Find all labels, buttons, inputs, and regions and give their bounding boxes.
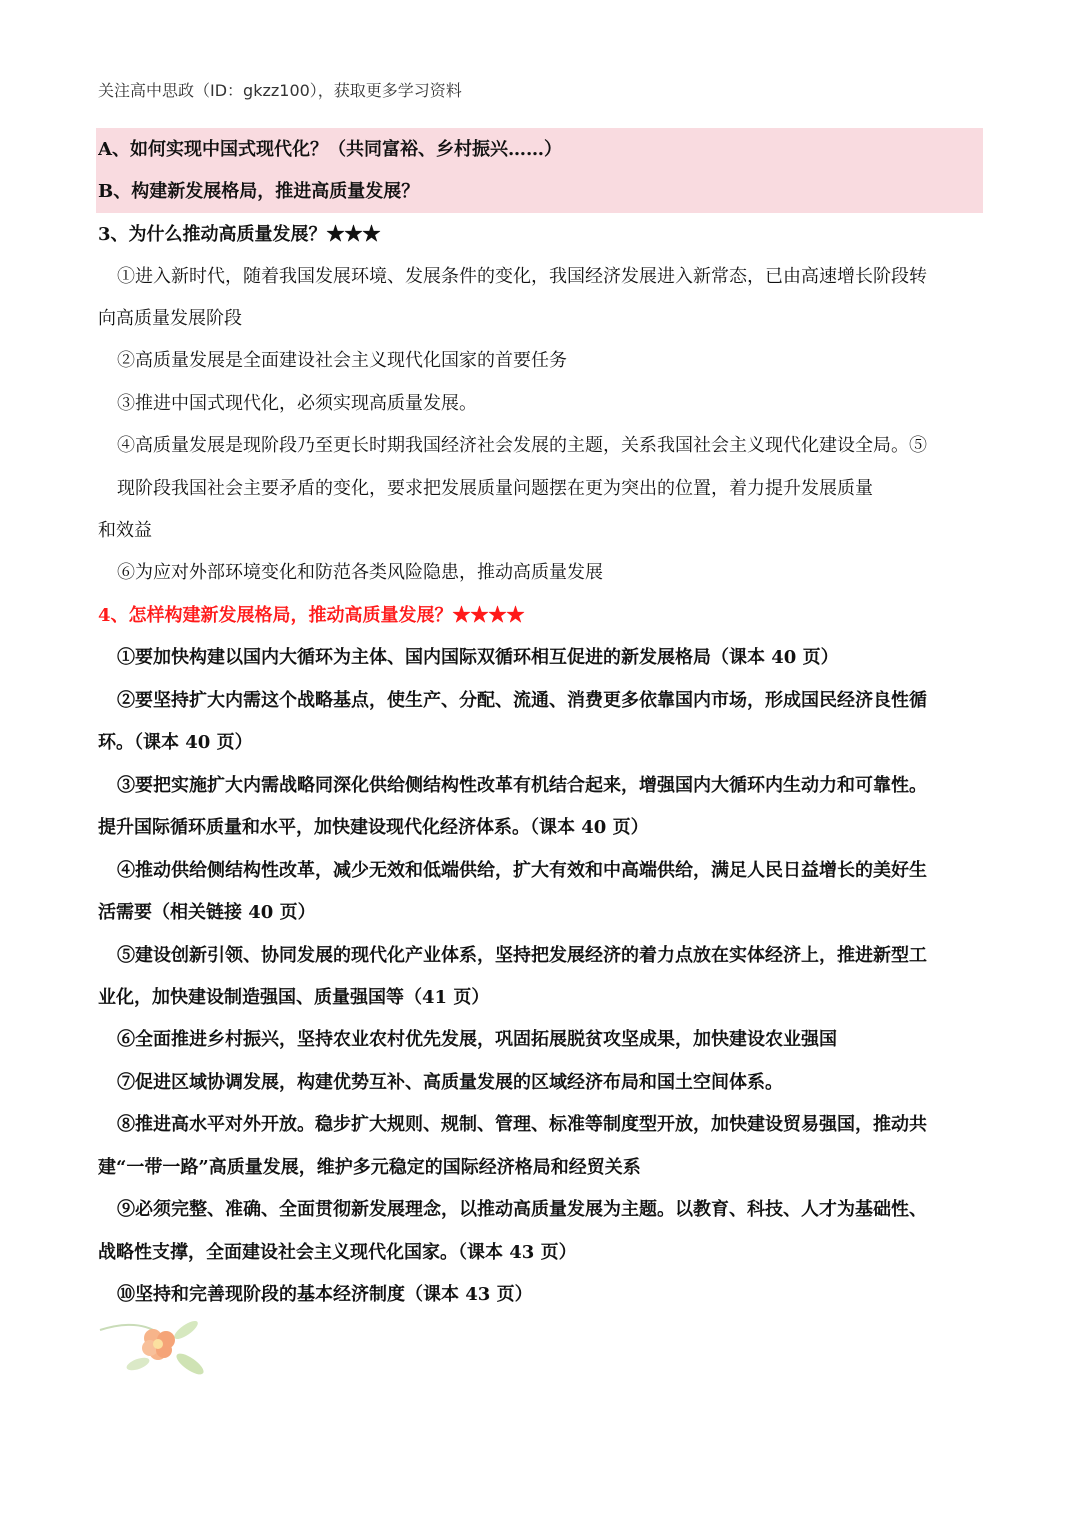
page-header-text: 关注高中思政（ID：gkzz100），获取更多学习资料 <box>98 81 462 100</box>
s3-p3: ③推进中国式现代化，必须实现高质量发展。 <box>117 393 477 414</box>
section3-title: 3、为什么推动高质量发展？★★★ <box>98 224 381 245</box>
s4-item7: ⑦促进区域协调发展，构建优势互补、高质量发展的区域经济布局和国土空间体系。 <box>117 1072 783 1093</box>
s3-p1-line1: ①进入新时代，随着我国发展环境、发展条件的变化，我国经济发展进入新常态，已由高速增长阶段转 <box>117 266 927 287</box>
s3-p4-line2: 现阶段我国社会主要矛盾的变化，要求把发展质量问题摆在更为突出的位置，着力提升发展质量 <box>117 478 873 499</box>
s3-p6: ⑥为应对外部环境变化和防范各类风险隐患，推动高质量发展 <box>117 562 603 583</box>
s4-item9-line1: ⑨必须完整、准确、全面贯彻新发展理念，以推动高质量发展为主题。以教育、科技、人才为基础性、 <box>117 1199 927 1220</box>
s4-item3-line2: 提升国际循环质量和水平，加快建设现代化经济体系。（课本 40 页） <box>98 817 649 838</box>
section4-title: 4、怎样构建新发展格局，推动高质量发展？★★★★ <box>98 605 525 626</box>
s3-p4-line1: ④高质量发展是现阶段乃至更长时期我国经济社会发展的主题，关系我国社会主义现代化建设全局。⑤ <box>117 435 927 456</box>
s4-item8-line2: 建“一带一路”高质量发展，维护多元稳定的国际经济格局和经贸关系 <box>98 1157 641 1178</box>
s3-p4-line3: 和效益 <box>98 520 152 541</box>
s4-item5-line1: ⑤建设创新引领、协同发展的现代化产业体系，坚持把发展经济的着力点放在实体经济上，推进新型工 <box>117 945 927 966</box>
s4-item3-line1: ③要把实施扩大内需战略同深化供给侧结构性改革有机结合起来，增强国内大循环内生动力和可靠性。 <box>117 775 927 796</box>
s4-item1: ①要加快构建以国内大循环为主体、国内国际双循环相互促进的新发展格局（课本 40 页） <box>117 647 839 668</box>
s4-item8-line1: ⑧推进高水平对外开放。稳步扩大规则、规制、管理、标准等制度型开放，加快建设贸易强国，推动共 <box>117 1114 927 1135</box>
s4-item5-line2: 业化，加快建设制造强国、质量强国等（41 页） <box>98 987 490 1008</box>
s4-item10: ⑩坚持和完善现阶段的基本经济制度（课本 43 页） <box>117 1284 533 1305</box>
question-a: A、如何实现中国式现代化？（共同富裕、乡村振兴……） <box>98 139 562 160</box>
s4-item9-line2: 战略性支撑，全面建设社会主义现代化国家。（课本 43 页） <box>98 1242 577 1263</box>
s4-item4-line2: 活需要（相关链接 40 页） <box>98 902 316 923</box>
flower-decoration-icon <box>98 1316 208 1376</box>
s3-p1-line2: 向高质量发展阶段 <box>98 308 242 329</box>
s4-item2-line1: ②要坚持扩大内需这个战略基点，使生产、分配、流通、消费更多依靠国内市场，形成国民经济良性循 <box>117 690 927 711</box>
question-b: B、构建新发展格局，推进高质量发展？ <box>98 181 420 202</box>
s4-item4-line1: ④推动供给侧结构性改革，减少无效和低端供给，扩大有效和中高端供给，满足人民日益增长的美好生 <box>117 860 927 881</box>
s4-item6: ⑥全面推进乡村振兴，坚持农业农村优先发展，巩固拓展脱贫攻坚成果，加快建设农业强国 <box>117 1029 837 1050</box>
s4-item2-line2: 环。（课本 40 页） <box>98 732 253 753</box>
s3-p2: ②高质量发展是全面建设社会主义现代化国家的首要任务 <box>117 350 567 371</box>
